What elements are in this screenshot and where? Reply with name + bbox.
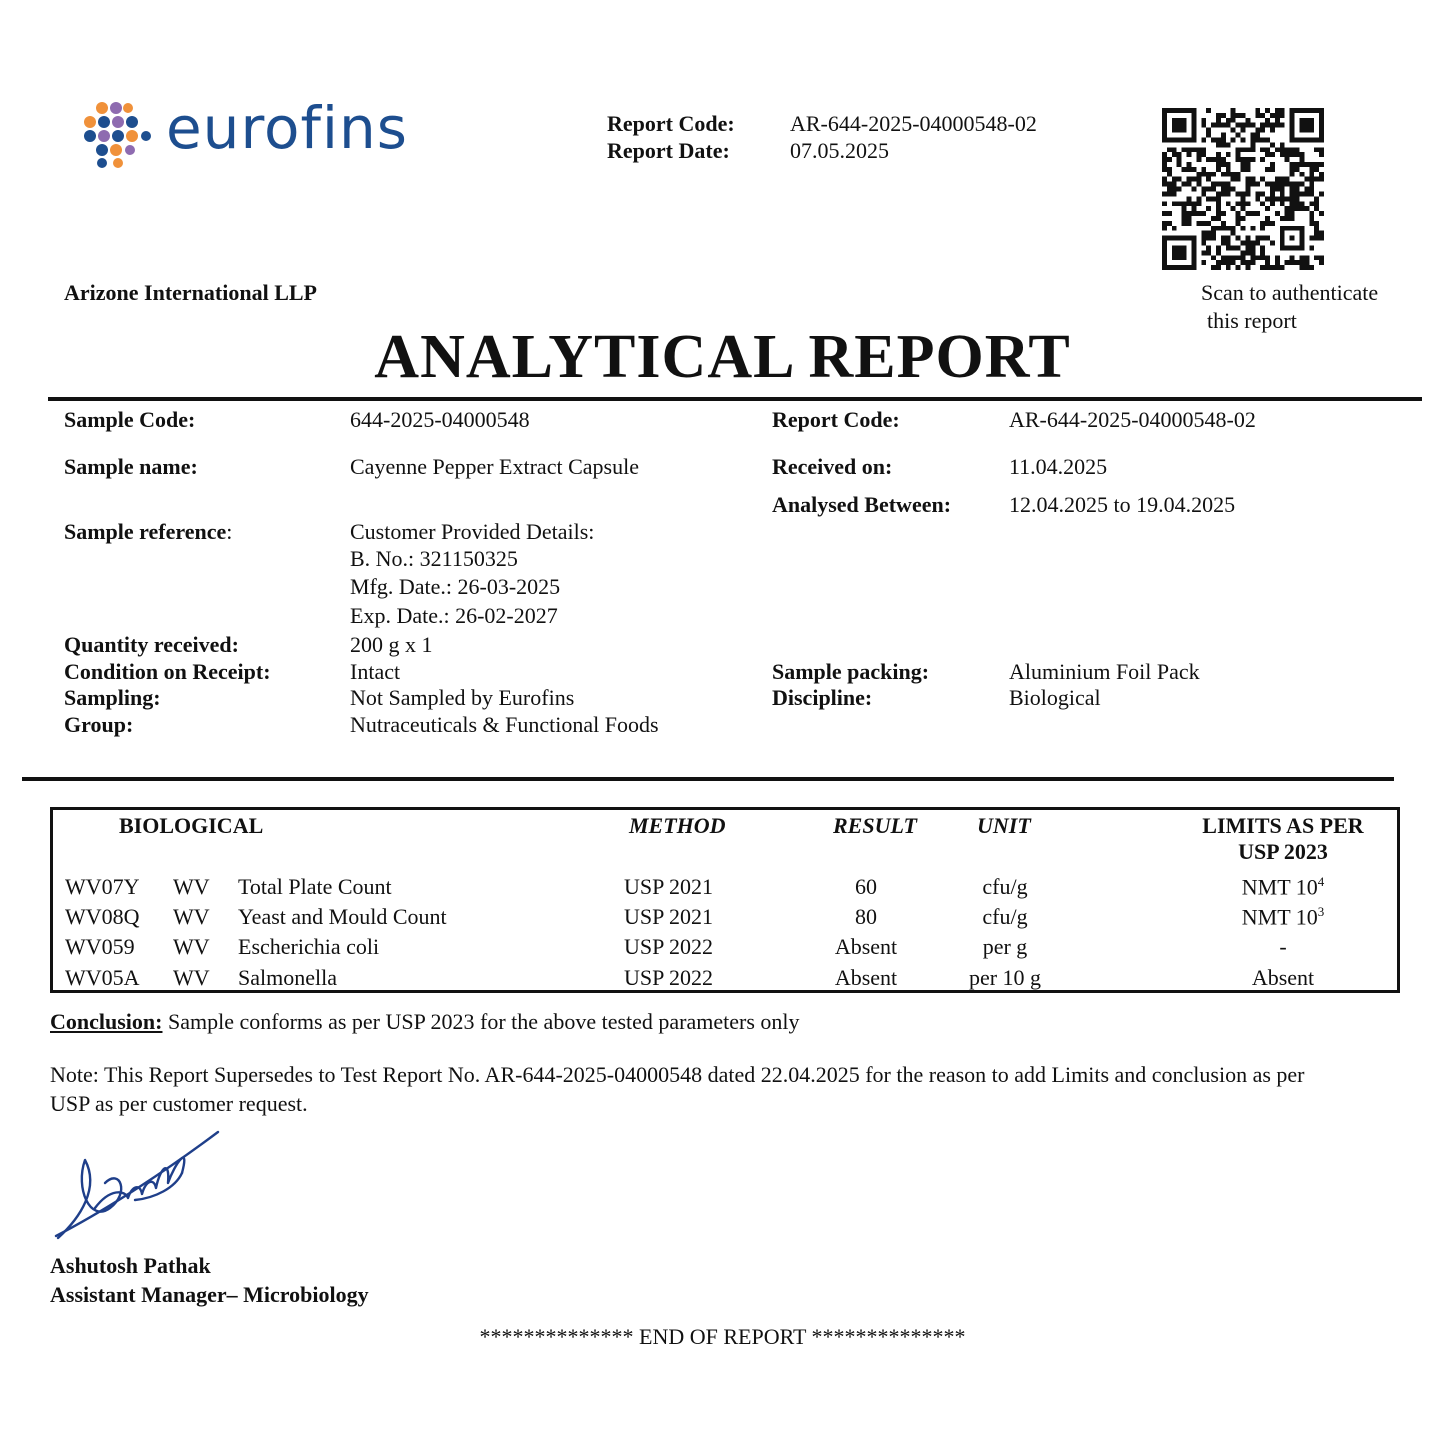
analysed-between-label: Analysed Between: — [772, 492, 952, 517]
conclusion — [50, 1009, 800, 1035]
supersede-note-line2: USP as per customer request. — [50, 1091, 308, 1116]
table-row-3-limit: - — [1279, 934, 1287, 959]
table-row-3-test: Escherichia coli — [238, 934, 380, 959]
col-header-limits-line2: USP 2023 — [1238, 839, 1328, 864]
col-header-unit: UNIT — [977, 813, 1031, 838]
report-code-label: Report Code: — [607, 111, 735, 136]
table-row-1-method: USP 2021 — [624, 874, 714, 899]
sample-packing-value: Aluminium Foil Pack — [1009, 659, 1200, 684]
sampling-value: Not Sampled by Eurofins — [350, 685, 575, 710]
quantity-received-value: 200 g x 1 — [350, 632, 433, 657]
table-row-1-limit-base: NMT 10 — [1241, 874, 1318, 900]
sample-reference-line-1: Customer Provided Details: — [350, 519, 595, 544]
table-row-4-result: Absent — [834, 965, 898, 990]
report-date-label: Report Date: — [607, 138, 730, 163]
table-row-1-unit: cfu/g — [982, 874, 1028, 899]
table-row-2-test: Yeast and Mould Count — [238, 904, 447, 929]
qr-caption-line2: this report — [1207, 308, 1297, 333]
condition-value: Intact — [350, 659, 401, 684]
eurofins-logo — [82, 94, 422, 170]
page-title: ANALYTICAL REPORT — [374, 323, 1071, 391]
received-on-label: Received on: — [772, 454, 893, 479]
received-on-value: 11.04.2025 — [1009, 454, 1108, 479]
header-divider — [48, 397, 1422, 401]
table-row-2-result: 80 — [855, 904, 877, 929]
table-row-1-code: WV07Y — [65, 874, 140, 899]
sample-reference-line-2: B. No.: 321150325 — [350, 546, 518, 571]
client-name: Arizone International LLP — [64, 280, 317, 305]
sample-reference-label-wrap — [64, 519, 232, 545]
quantity-received-label: Quantity received: — [64, 632, 239, 657]
results-table — [50, 807, 1400, 993]
table-row-4-limit: Absent — [1251, 965, 1315, 990]
table-row-2-code: WV08Q — [65, 904, 140, 929]
table-row-3-method: USP 2022 — [624, 934, 714, 959]
sample-code-label: Sample Code: — [64, 407, 196, 432]
table-row-4-code: WV05A — [65, 965, 140, 990]
sampling-label: Sampling: — [64, 685, 161, 710]
table-row-1-limit-exponent: 4 — [1317, 874, 1325, 889]
report-date-value: 07.05.2025 — [790, 138, 889, 163]
table-row-1-test: Total Plate Count — [238, 874, 392, 899]
table-row-2-unit: cfu/g — [982, 904, 1028, 929]
details-divider — [22, 777, 1394, 781]
eurofins-logo-mark-icon — [82, 100, 158, 170]
discipline-value: Biological — [1009, 685, 1101, 710]
sample-reference-colon: : — [226, 519, 233, 544]
conclusion-label: Conclusion: — [50, 1009, 163, 1034]
condition-label: Condition on Receipt: — [64, 659, 271, 684]
sample-reference-line-4: Exp. Date.: 26-02-2027 — [350, 603, 558, 628]
sample-name-label: Sample name: — [64, 454, 198, 479]
table-row-2-limit-base: NMT 10 — [1241, 904, 1318, 930]
table-row-3-result: Absent — [834, 934, 898, 959]
col-header-method: METHOD — [629, 813, 726, 838]
conclusion-text: Sample conforms as per USP 2023 for the above tested parameters only — [162, 1009, 800, 1034]
table-row-3-lab: WV — [173, 934, 210, 959]
sample-code-value: 644-2025-04000548 — [350, 407, 530, 432]
group-value: Nutraceuticals & Functional Foods — [350, 712, 659, 737]
col-header-result: RESULT — [833, 813, 917, 838]
table-row-2-limit-exponent: 3 — [1317, 904, 1325, 919]
table-row-4-test: Salmonella — [238, 965, 337, 990]
group-label: Group: — [64, 712, 134, 737]
supersede-note-line1: Note: This Report Supersedes to Test Report No. AR-644-2025-04000548 dated 22.04.2025 for the reason to add Limits and conclusion as per — [50, 1062, 1305, 1087]
table-row-1-limit — [1163, 874, 1403, 900]
col-header-section: BIOLOGICAL — [119, 813, 264, 838]
table-row-4-method: USP 2022 — [624, 965, 714, 990]
signatory-name: Ashutosh Pathak — [50, 1253, 211, 1278]
col-header-limits-line1: LIMITS AS PER — [1202, 813, 1364, 838]
table-row-1-lab: WV — [173, 874, 210, 899]
sample-packing-label: Sample packing: — [772, 659, 930, 684]
sample-reference-line-3: Mfg. Date.: 26-03-2025 — [350, 574, 561, 599]
authentication-qr-code-icon[interactable] — [1162, 108, 1324, 270]
table-row-1-result: 60 — [855, 874, 877, 899]
table-row-4-unit: per 10 g — [968, 965, 1042, 990]
table-row-3-unit: per g — [982, 934, 1028, 959]
eurofins-wordmark: eurofins — [166, 94, 409, 162]
qr-caption-line1: Scan to authenticate — [1201, 280, 1379, 305]
table-row-2-method: USP 2021 — [624, 904, 714, 929]
signatory-title: Assistant Manager– Microbiology — [50, 1282, 369, 1307]
discipline-label: Discipline: — [772, 685, 873, 710]
details-report-code-value: AR-644-2025-04000548-02 — [1009, 407, 1256, 432]
table-row-3-code: WV059 — [65, 934, 135, 959]
table-row-4-lab: WV — [173, 965, 210, 990]
details-report-code-label: Report Code: — [772, 407, 900, 432]
end-of-report: ************** END OF REPORT ************** — [479, 1324, 966, 1349]
report-code-value: AR-644-2025-04000548-02 — [790, 111, 1037, 136]
table-row-2-lab: WV — [173, 904, 210, 929]
sample-reference-label: Sample reference — [64, 519, 227, 544]
signature-image — [50, 1128, 225, 1248]
table-row-2-limit — [1163, 904, 1403, 930]
sample-name-value: Cayenne Pepper Extract Capsule — [350, 454, 639, 479]
analysed-between-value: 12.04.2025 to 19.04.2025 — [1009, 492, 1236, 517]
